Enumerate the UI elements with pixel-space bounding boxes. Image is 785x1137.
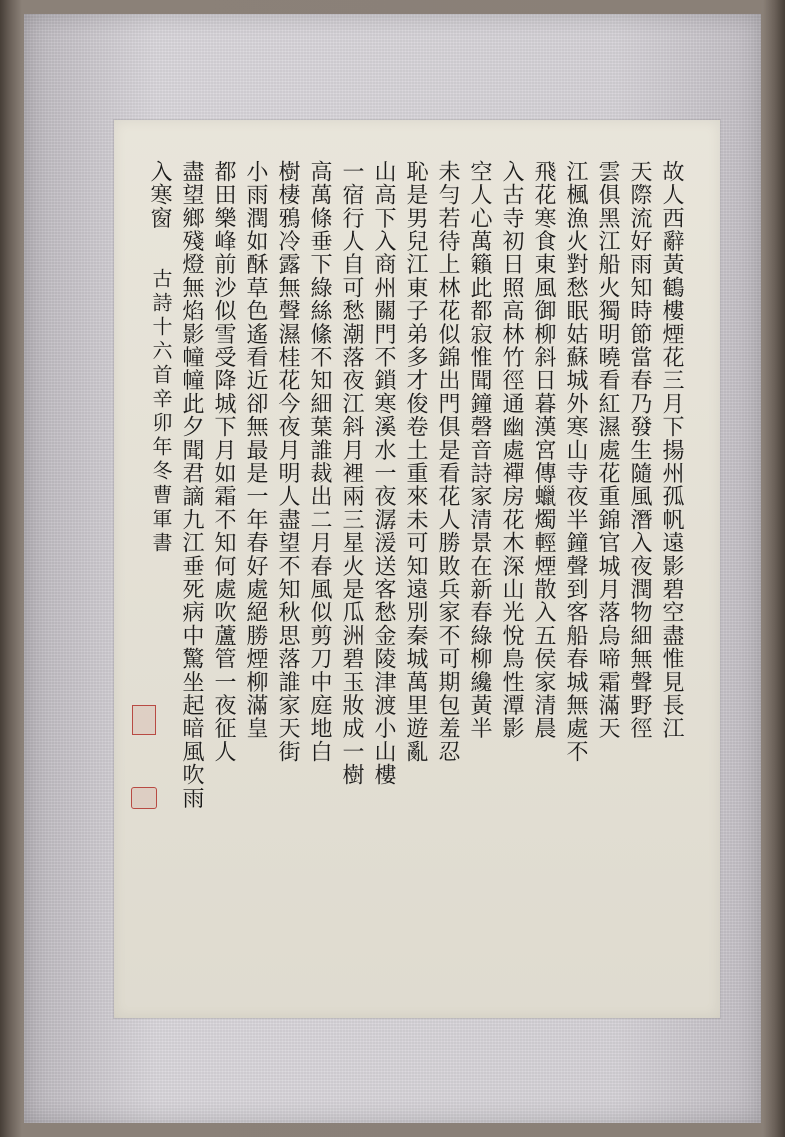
calligraphy-column-12: 高萬條垂下綠絲絛不知細葉誰裁出二月春風似剪刀中庭地白 [307,160,332,764]
calligraphy-column-2: 天際流好雨知時節當春乃發生隨風潛入夜潤物細無聲野徑 [627,160,652,740]
calligraphy-column-17: 入寒窗 [147,160,172,230]
calligraphy-column-16: 盡望鄉殘燈無焰影幢幢此夕聞君謫九江垂死病中驚坐起暗風吹雨 [179,160,204,810]
calligraphy-column-10: 山高下入商州關門不鎖寒溪水一夜潺湲送客愁金陵津渡小山樓 [371,160,396,787]
calligraphy-column-1: 故人西辭黃鶴樓煙花三月下揚州孤帆遠影碧空盡惟見長江 [659,160,684,740]
signature-inscription: 古詩十六首辛卯年冬曹軍書 [149,268,173,556]
calligraphy-column-13: 樹棲鴉冷露無聲濕桂花今夜月明人盡望不知秋思落誰家天街 [275,160,300,764]
calligraphy-column-15: 都田樂峰前沙似雪受降城下月如霜不知何處吹蘆管一夜征人 [211,160,236,764]
calligraphy-column-11: 一宿行人自可愁潮落夜江斜月裡兩三星火是瓜洲碧玉妝成一樹 [339,160,364,787]
calligraphy-column-6: 入古寺初日照高林竹徑通幽處禪房花木深山光悅鳥性潭影 [499,160,524,740]
secondary-seal [131,787,157,809]
calligraphy-column-9: 恥是男兒江東子弟多才俊卷土重來未可知遠別秦城萬里遊亂 [403,160,428,764]
calligraphy-column-4: 江楓漁火對愁眠姑蘇城外寒山寺夜半鐘聲到客船春城無處不 [563,160,588,764]
calligraphy-column-8: 未勻若待上林花似錦出門俱是看花人勝敗兵家不可期包羞忍 [435,160,460,764]
name-seal [132,705,156,735]
calligraphy-column-3: 雲俱黑江船火獨明曉看紅濕處花重錦官城月落烏啼霜滿天 [595,160,620,740]
calligraphy-column-5: 飛花寒食東風御柳斜日暮漢宮傳蠟燭輕煙散入五侯家清晨 [531,160,556,740]
calligraphy-column-7: 空人心萬籟此都寂惟聞鐘磬音詩家清景在新春綠柳纔黃半 [467,160,492,740]
calligraphy-column-14: 小雨潤如酥草色遙看近卻無最是一年春好處絕勝煙柳滿皇 [243,160,268,740]
